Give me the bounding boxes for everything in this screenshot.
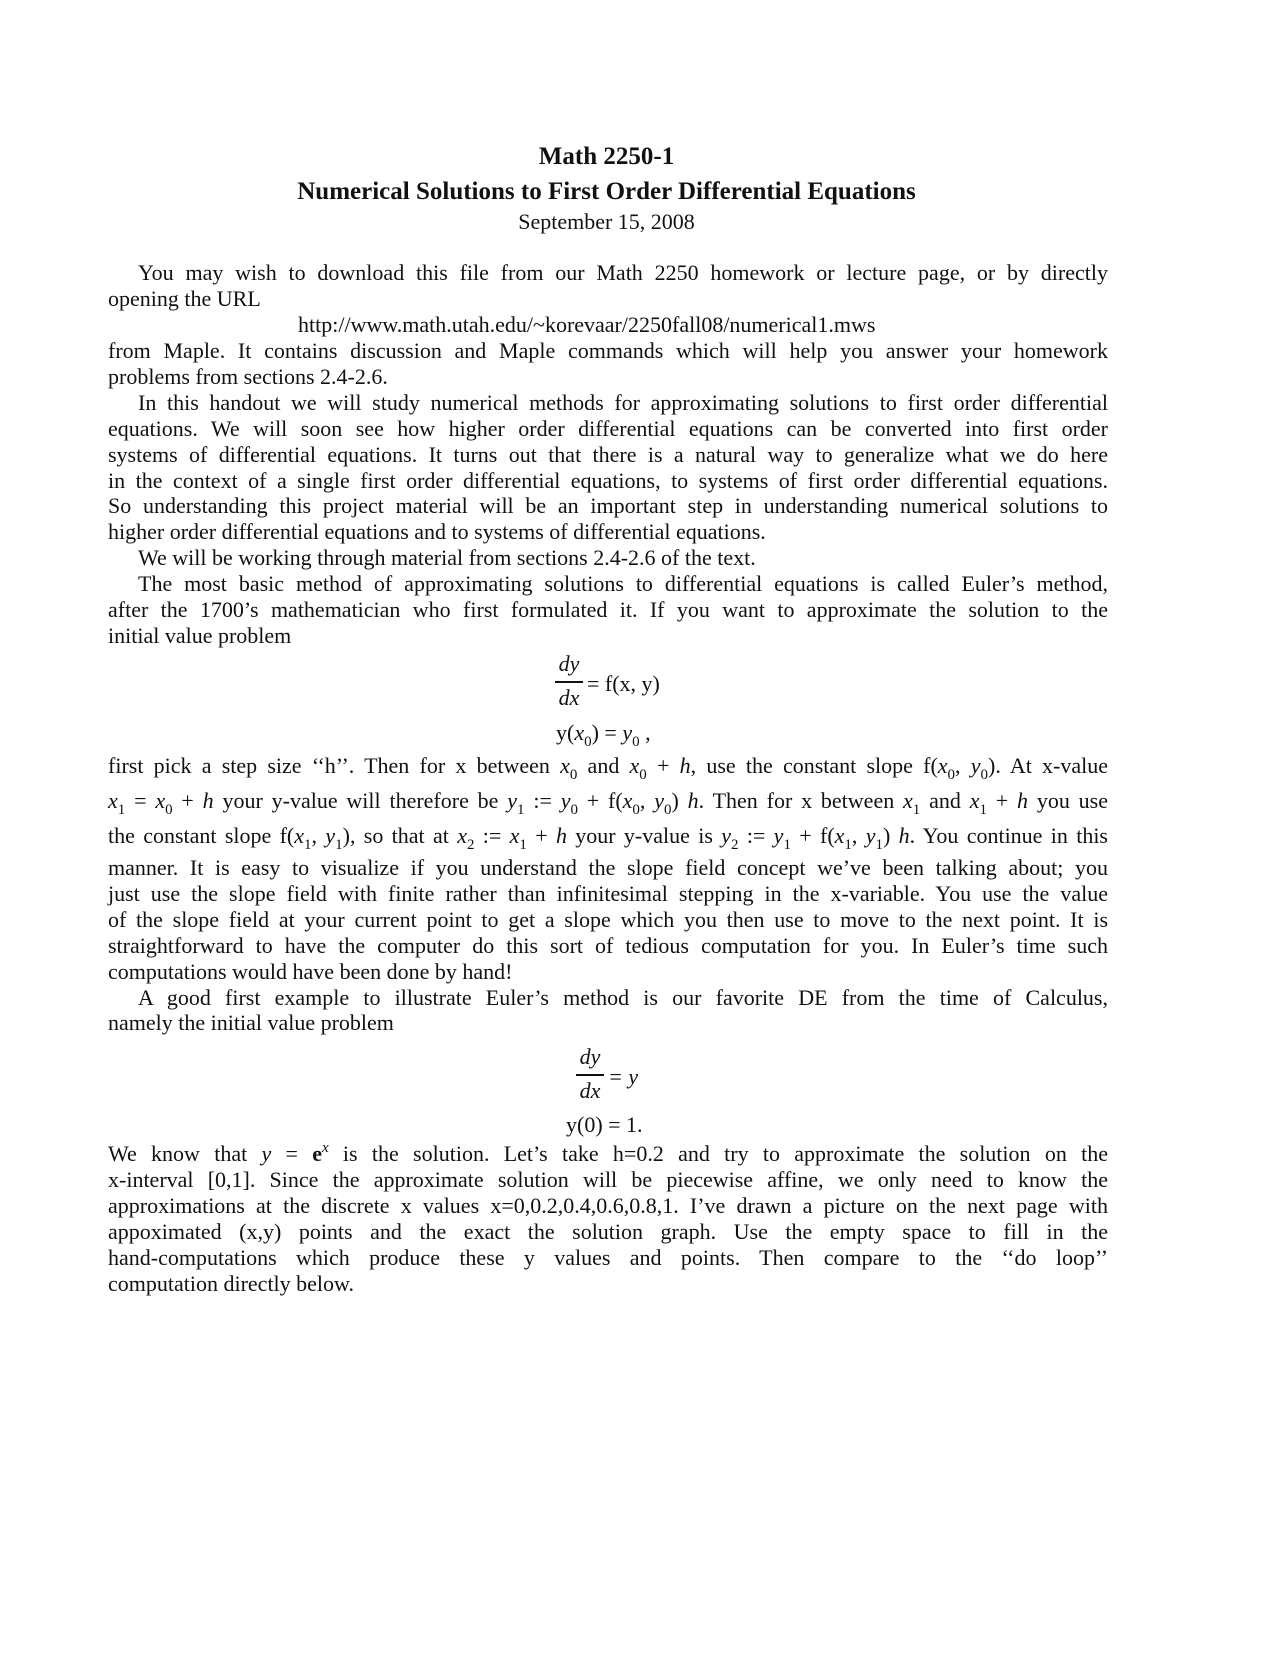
text-line: systems of differential equations. It turns out that there is a natural way to generalize what we do here xyxy=(108,442,1108,467)
fraction-bar xyxy=(576,1074,604,1076)
math-segment: y xyxy=(721,823,731,848)
math-segment: 2 xyxy=(731,837,739,853)
math-segment: x xyxy=(969,788,980,813)
fraction-bar xyxy=(555,681,583,683)
math-segment: h xyxy=(555,823,567,848)
math-segment: 0 xyxy=(165,802,173,818)
math-segment: h xyxy=(679,753,691,778)
math-segment: x xyxy=(457,823,467,848)
math-segment: 0 xyxy=(632,734,640,750)
text-line: A good first example to illustrate Euler’s method is our favorite DE from the time of Calculus, xyxy=(138,985,1108,1010)
math-segment: and xyxy=(577,753,630,778)
text-line: hand-computations which produce these y values and points. Then compare to the ‘‘do loop’’ xyxy=(108,1245,1108,1270)
math-segment: 0 xyxy=(569,767,578,783)
math-segment: h xyxy=(202,788,214,813)
math-segment: 1 xyxy=(519,837,527,853)
math-segment: , use the constant slope f( xyxy=(690,753,938,778)
text-line: higher order differential equations and to systems of differential equations. xyxy=(108,519,766,544)
math-text-line xyxy=(108,1141,1108,1170)
math-segment: 0 xyxy=(639,767,647,783)
math-segment: 1 xyxy=(912,802,921,818)
math-segment: . Then for x between xyxy=(698,788,904,813)
text-line: approximations at the discrete x values x=0,0.2,0.4,0.6,0.8,1. I’ve drawn a picture on the next page with xyxy=(108,1193,1108,1218)
math-segment: + xyxy=(646,753,680,778)
math-segment: + xyxy=(172,788,203,813)
math-segment: h xyxy=(898,823,910,848)
math-segment: 0 xyxy=(570,802,578,818)
math-segment: 0 xyxy=(947,767,956,783)
text-line: appoximated (x,y) points and the exact the solution graph. Use the empty space to fill in the xyxy=(108,1219,1108,1244)
math-segment: x xyxy=(560,753,570,778)
math-segment: := xyxy=(524,788,561,813)
math-segment: you use xyxy=(1028,788,1108,813)
equation-example-initial-condition: y(0) = 1. xyxy=(566,1112,643,1137)
math-segment: ). At x-value xyxy=(988,753,1109,778)
math-segment: x xyxy=(509,823,520,848)
math-segment: y xyxy=(622,720,633,745)
math-segment: your y-value is xyxy=(566,823,722,848)
math-segment: 0 xyxy=(584,734,592,750)
math-segment: first pick a step size ‘‘h’’. Then for x between xyxy=(108,753,561,778)
math-segment: y xyxy=(654,788,665,813)
file-url: http://www.math.utah.edu/~korevaar/2250fall08/numerical1.mws xyxy=(298,312,876,337)
text-line: computations would have been done by hand! xyxy=(108,959,513,984)
text-line: initial value problem xyxy=(108,623,292,648)
math-segment: your y-value will therefore be xyxy=(213,788,508,813)
text-line: problems from sections 2.4-2.6. xyxy=(108,364,388,389)
text-line: equations. We will soon see how higher order differential equations can be converted into first order xyxy=(108,416,1108,441)
math-segment: x xyxy=(937,753,948,778)
text-line: after the 1700’s mathematician who first formulated it. If you want to approximate the solution to the xyxy=(108,597,1108,622)
eq2-numerator: dy xyxy=(579,1044,601,1069)
math-segment: e xyxy=(312,1141,322,1166)
math-segment: ), so that at xyxy=(342,823,458,848)
text-line: opening the URL xyxy=(108,286,261,311)
math-segment: y xyxy=(773,823,784,848)
math-segment: 1 xyxy=(783,837,791,853)
math-segment: 1 xyxy=(335,837,343,853)
text-line: So understanding this project material will be an important step in understanding numerical solutions to xyxy=(108,493,1108,518)
math-segment: x xyxy=(629,753,640,778)
math-segment: y( xyxy=(556,720,575,745)
document-date: September 15, 2008 xyxy=(518,209,695,234)
math-segment: , xyxy=(311,823,326,848)
math-segment: + f( xyxy=(790,823,835,848)
math-segment: x xyxy=(834,823,845,848)
math-segment: y xyxy=(507,788,518,813)
text-line: namely the initial value problem xyxy=(108,1010,394,1035)
math-segment: x xyxy=(622,788,633,813)
math-segment: ) = xyxy=(591,720,623,745)
math-segment: x xyxy=(108,788,118,813)
math-text-line xyxy=(108,788,1108,817)
text-line: You may wish to download this file from our Math 2250 homework or lecture page, or by directly xyxy=(138,260,1108,285)
math-segment: y xyxy=(560,788,571,813)
math-segment: 1 xyxy=(304,837,312,853)
math-segment: y xyxy=(970,753,981,778)
eq2-denominator: dx xyxy=(579,1078,601,1103)
math-segment: x xyxy=(155,788,166,813)
math-segment: 0 xyxy=(980,767,989,783)
equation-initial-condition xyxy=(556,720,651,750)
math-segment: 1 xyxy=(875,837,884,853)
math-segment: h xyxy=(687,788,699,813)
math-text-line xyxy=(108,753,1108,782)
eq1-denominator: dx xyxy=(558,685,580,710)
math-segment: + xyxy=(526,823,556,848)
math-segment: x xyxy=(294,823,305,848)
math-segment: the constant slope f( xyxy=(108,823,295,848)
math-segment: 1 xyxy=(117,802,126,818)
text-line: straightforward to have the computer do this sort of tedious computation for you. In Euler’s time such xyxy=(108,933,1108,958)
math-segment: x xyxy=(574,720,585,745)
document-title: Math 2250-1 xyxy=(538,143,675,170)
eq1-rhs: = f(x, y) xyxy=(587,671,660,696)
math-segment: , xyxy=(639,720,651,745)
math-segment: x xyxy=(903,788,913,813)
math-segment: h xyxy=(1017,788,1029,813)
text-line: just use the slope field with finite rather than infinitesimal stepping in the x-variable. You use the value xyxy=(108,881,1108,906)
math-segment: , xyxy=(639,788,655,813)
math-segment: 1 xyxy=(979,802,987,818)
math-segment: 0 xyxy=(632,802,640,818)
math-segment: = xyxy=(271,1141,313,1166)
text-line: computation directly below. xyxy=(108,1271,355,1296)
math-segment: 0 xyxy=(664,802,672,818)
math-segment: is the solution. Let’s take h=0.2 and try to approximate the solution on the xyxy=(328,1141,1108,1166)
math-segment: We know that xyxy=(108,1141,262,1166)
math-segment: y xyxy=(325,823,336,848)
math-segment: = xyxy=(125,788,156,813)
math-segment: ) xyxy=(883,823,899,848)
math-segment: := xyxy=(474,823,510,848)
text-line: in the context of a single first order differential equations, to systems of first order differential equations. xyxy=(108,468,1108,493)
math-segment: 2 xyxy=(466,837,475,853)
math-segment: x xyxy=(321,1140,329,1156)
math-segment: 1 xyxy=(844,837,852,853)
math-segment: , xyxy=(955,753,971,778)
math-segment: y xyxy=(261,1141,272,1166)
text-line: In this handout we will study numerical methods for approximating solutions to first order differential xyxy=(138,390,1108,415)
text-line: The most basic method of approximating solutions to differential equations is called Euler’s method, xyxy=(138,571,1108,596)
math-segment: and xyxy=(920,788,970,813)
math-segment: := xyxy=(738,823,774,848)
text-line: of the slope field at your current point to get a slope which you then use to move to the next point. It is xyxy=(108,907,1108,932)
math-segment: , xyxy=(851,823,866,848)
eq2-rhs: = y xyxy=(608,1064,639,1089)
math-segment: y xyxy=(865,823,876,848)
math-text-line xyxy=(108,823,1108,852)
math-segment: 1 xyxy=(517,802,525,818)
math-segment: ) xyxy=(671,788,688,813)
text-line: manner. It is easy to visualize if you understand the slope field concept we’ve been talking about; you xyxy=(108,855,1108,880)
math-segment: + xyxy=(986,788,1018,813)
text-line: x-interval [0,1]. Since the approximate solution will be piecewise affine, we only need to know the xyxy=(108,1167,1108,1192)
document-subtitle: Numerical Solutions to First Order Differential Equations xyxy=(297,178,916,205)
eq1-numerator: dy xyxy=(558,651,580,676)
text-line: We will be working through material from sections 2.4-2.6 of the text. xyxy=(138,545,756,570)
math-segment: + f( xyxy=(577,788,623,813)
text-line: from Maple. It contains discussion and Maple commands which will help you answer your homework xyxy=(108,338,1108,363)
math-segment: . You continue in this xyxy=(909,823,1108,848)
